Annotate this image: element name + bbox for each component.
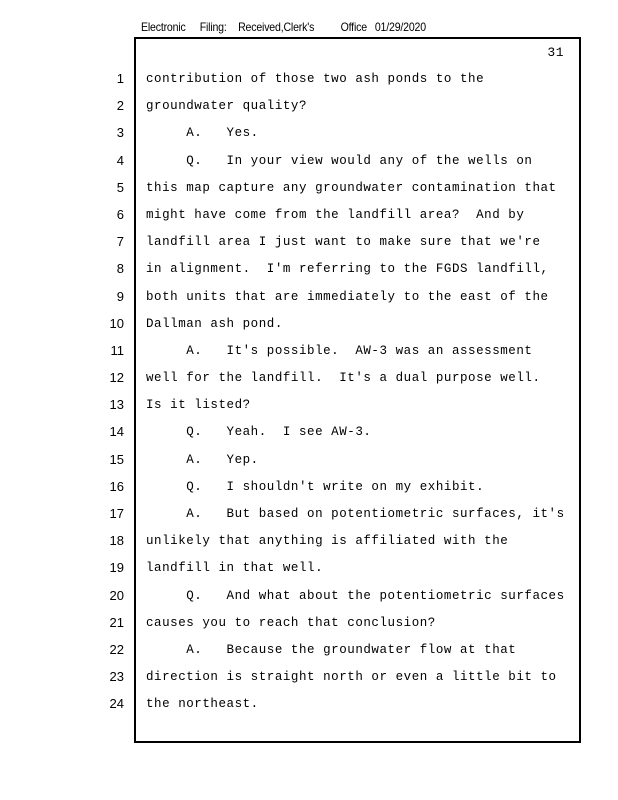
transcript-line: both units that are immediately to the east of the <box>146 289 549 304</box>
line-number: 1 <box>116 71 124 86</box>
filing-stamp-header <box>141 20 426 36</box>
transcript-line: A. Because the groundwater flow at that <box>146 642 517 657</box>
filing-stamp-word-filing: Filing: <box>199 20 227 34</box>
transcript-line: unlikely that anything is affiliated with the <box>146 534 509 549</box>
line-number: 2 <box>116 98 124 114</box>
filing-stamp-date: 01/29/2020 <box>374 20 426 34</box>
transcript-line: causes you to reach that conclusion? <box>146 615 436 630</box>
line-number: 17 <box>109 506 124 521</box>
line-number: 21 <box>109 614 124 630</box>
line-number: 24 <box>109 696 124 712</box>
page-number: 31 <box>547 45 564 60</box>
line-number: 7 <box>116 234 124 250</box>
line-number: 18 <box>109 533 124 549</box>
line-number: 15 <box>109 451 124 467</box>
line-number: 22 <box>109 641 124 657</box>
line-number: 4 <box>116 152 124 168</box>
line-number: 10 <box>109 315 124 331</box>
transcript-line: the northeast. <box>146 697 259 712</box>
line-number: 5 <box>116 179 124 195</box>
transcript-line: A. Yes. <box>146 126 259 141</box>
line-number: 9 <box>116 288 124 304</box>
transcript-line: Q. And what about the potentiometric surfaces <box>146 588 565 603</box>
transcript-line: A. But based on potentiometric surfaces, it's <box>146 507 565 521</box>
line-number: 12 <box>109 370 124 386</box>
transcript-line: Q. In your view would any of the wells on <box>146 153 533 168</box>
transcript-line: well for the landfill. It's a dual purpose well. <box>146 371 541 386</box>
line-number: 13 <box>109 397 124 413</box>
transcript-line: landfill in that well. <box>146 561 324 576</box>
line-number-column <box>96 70 124 723</box>
line-number: 23 <box>109 669 124 685</box>
line-number: 6 <box>116 206 124 222</box>
transcript-line: A. Yep. <box>146 452 259 467</box>
filing-stamp-word-office: Office <box>340 20 367 34</box>
line-number: 20 <box>109 587 124 603</box>
transcript-line: might have come from the landfill area? And by <box>146 207 525 222</box>
line-number: 14 <box>109 424 124 440</box>
filing-stamp-word-received: Received,Clerk's <box>238 20 315 34</box>
transcript-line: landfill area I just want to make sure that we're <box>146 235 541 250</box>
line-number: 19 <box>109 560 124 576</box>
transcript-line: contribution of those two ash ponds to the <box>146 72 485 86</box>
transcript-line: this map capture any groundwater contamination that <box>146 180 557 195</box>
transcript-line: in alignment. I'm referring to the FGDS landfill, <box>146 262 549 277</box>
line-number: 8 <box>116 261 124 277</box>
transcript-body <box>146 70 576 723</box>
transcript-line: groundwater quality? <box>146 99 308 114</box>
line-number: 11 <box>110 342 124 358</box>
transcript-line: Q. Yeah. I see AW-3. <box>146 425 372 440</box>
filing-stamp-word-electronic: Electronic <box>141 20 186 34</box>
transcript-line: Q. I shouldn't write on my exhibit. <box>146 479 485 494</box>
line-number: 3 <box>116 125 124 141</box>
transcript-line: A. It's possible. AW-3 was an assessment <box>146 343 533 358</box>
transcript-line: direction is straight north or even a little bit to <box>146 670 557 685</box>
transcript-line: Dallman ash pond. <box>146 316 283 331</box>
transcript-line: Is it listed? <box>146 398 251 413</box>
line-number: 16 <box>109 478 124 494</box>
